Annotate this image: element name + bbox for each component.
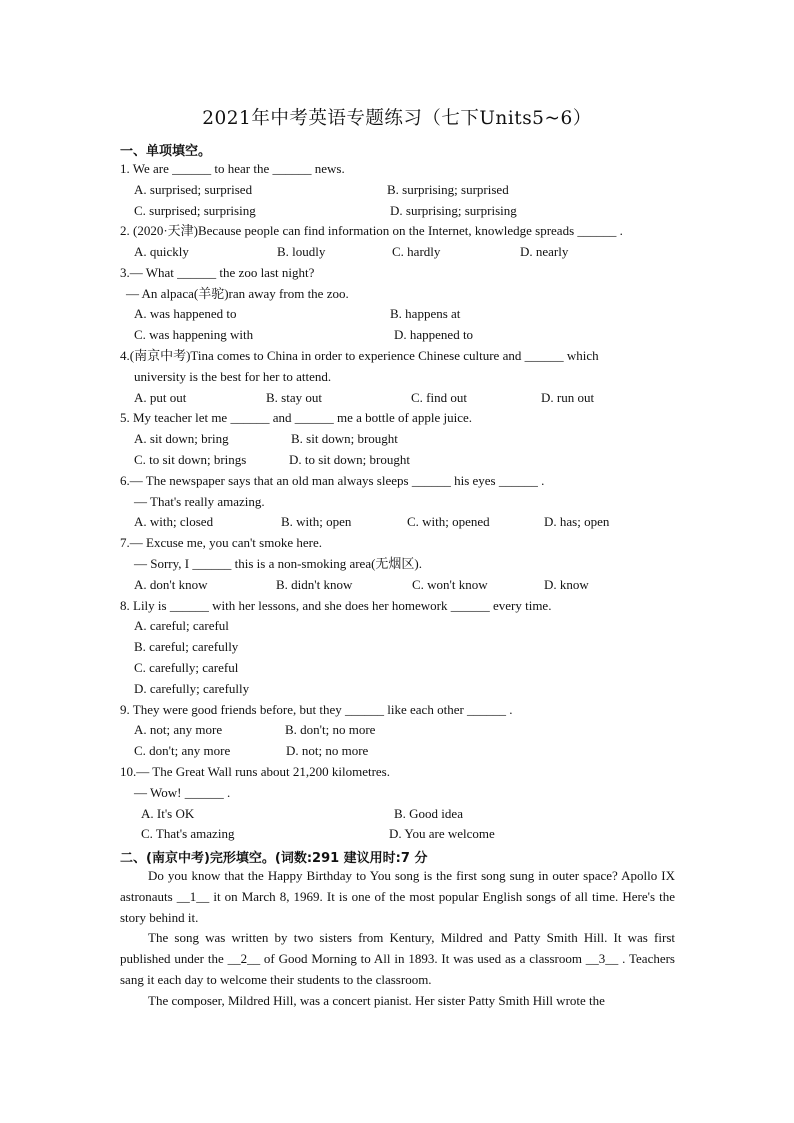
question-7-stem: 7.— Excuse me, you can't smoke here. [120, 535, 322, 550]
question-5-option-d: D. to sit down; brought [289, 452, 410, 467]
question-6-stem: 6.— The newspaper says that an old man always sleeps ______ his eyes ______ . [120, 473, 545, 488]
passage-paragraph-1: Do you know that the Happy Birthday to You song is the first song sung in outer space? Apollo IX astronauts __1__ it on March 8, 1969. It is one of the most popular English songs of all time. Here's the story behind it. [120, 868, 675, 925]
question-7-option-d: D. know [544, 577, 589, 592]
question-9-option-b: B. don't; no more [285, 722, 376, 737]
question-1-option-d: D. surprising; surprising [390, 203, 517, 218]
question-3-stem: 3.— What ______ the zoo last night? [120, 265, 315, 280]
question-4-stem: 4.(南京中考)Tina comes to China in order to experience Chinese culture and ______ which [120, 348, 599, 363]
question-4-option-c: C. find out [411, 390, 467, 405]
section-heading-single-choice: 一、单项填空。 [120, 144, 212, 159]
question-1-option-c: C. surprised; surprising [134, 203, 256, 218]
question-8-option-c: C. carefully; careful [134, 660, 239, 675]
question-4-stem-continued: university is the best for her to attend. [134, 369, 332, 384]
section-heading-cloze: 二、(南京中考)完形填空。(词数:291 建议用时:7 分 [120, 851, 428, 866]
question-7-option-c: C. won't know [412, 577, 488, 592]
question-10-option-b: B. Good idea [394, 806, 463, 821]
question-4-option-a: A. put out [134, 390, 187, 405]
question-4-option-b: B. stay out [266, 390, 322, 405]
question-2-option-c: C. hardly [392, 244, 441, 259]
question-6-option-a: A. with; closed [134, 514, 214, 529]
question-8-option-d: D. carefully; carefully [134, 681, 250, 696]
question-8-option-a: A. careful; careful [134, 618, 229, 633]
question-9-option-d: D. not; no more [286, 743, 369, 758]
question-5-option-a: A. sit down; bring [134, 431, 229, 446]
question-2-option-a: A. quickly [134, 244, 189, 259]
question-6-option-b: B. with; open [281, 514, 352, 529]
question-4-option-d: D. run out [541, 390, 595, 405]
question-6-option-d: D. has; open [544, 514, 610, 529]
question-1-option-b: B. surprising; surprised [387, 182, 509, 197]
question-3-option-d: D. happened to [394, 327, 474, 342]
question-1-option-a: A. surprised; surprised [134, 182, 253, 197]
question-2-option-d: D. nearly [520, 244, 569, 259]
passage-paragraph-3: The composer, Mildred Hill, was a concert pianist. Her sister Patty Smith Hill wrote the [148, 992, 605, 1008]
question-1-stem: 1. We are ______ to hear the ______ news. [120, 161, 345, 176]
page-title: 2021年中考英语专题练习（七下Units5~6） [202, 108, 592, 129]
passage-paragraph-2: The song was written by two sisters from Kentury, Mildred and Patty Smith Hill. It was first published under the __2__ of Good Morning to All in 1893. It was used as a classroom __3__ . Teachers sang it each day to welcome their students to the classroom. [120, 930, 675, 987]
question-2-option-b: B. loudly [277, 244, 326, 259]
question-6-option-c: C. with; opened [407, 514, 490, 529]
question-10-option-a: A. It's OK [141, 806, 195, 821]
cloze-passage [120, 866, 675, 1012]
question-8-option-b: B. careful; carefully [134, 639, 239, 654]
question-8-stem: 8. Lily is ______ with her lessons, and she does her homework ______ every time. [120, 598, 552, 613]
question-9-stem: 9. They were good friends before, but they ______ like each other ______ . [120, 702, 513, 717]
question-10-option-d: D. You are welcome [389, 826, 495, 841]
question-5-option-c: C. to sit down; brings [134, 452, 247, 467]
question-3-reply: — An alpaca(羊驼)ran away from the zoo. [126, 286, 349, 301]
question-3-option-b: B. happens at [390, 306, 461, 321]
question-6-reply: — That's really amazing. [134, 494, 265, 509]
question-7-option-a: A. don't know [134, 577, 208, 592]
question-3-option-a: A. was happened to [134, 306, 237, 321]
question-5-stem: 5. My teacher let me ______ and ______ me a bottle of apple juice. [120, 410, 472, 425]
question-10-stem: 10.— The Great Wall runs about 21,200 kilometres. [120, 764, 390, 779]
question-2-stem: 2. (2020·天津)Because people can find information on the Internet, knowledge spreads ______ . [120, 223, 623, 238]
question-7-option-b: B. didn't know [276, 577, 353, 592]
question-7-reply: — Sorry, I ______ this is a non-smoking area(无烟区). [134, 556, 423, 571]
question-3-option-c: C. was happening with [134, 327, 254, 342]
question-9-option-a: A. not; any more [134, 722, 223, 737]
question-10-option-c: C. That's amazing [141, 826, 235, 841]
question-5-option-b: B. sit down; brought [291, 431, 398, 446]
question-10-reply: — Wow! ______ . [134, 785, 231, 800]
question-9-option-c: C. don't; any more [134, 743, 231, 758]
